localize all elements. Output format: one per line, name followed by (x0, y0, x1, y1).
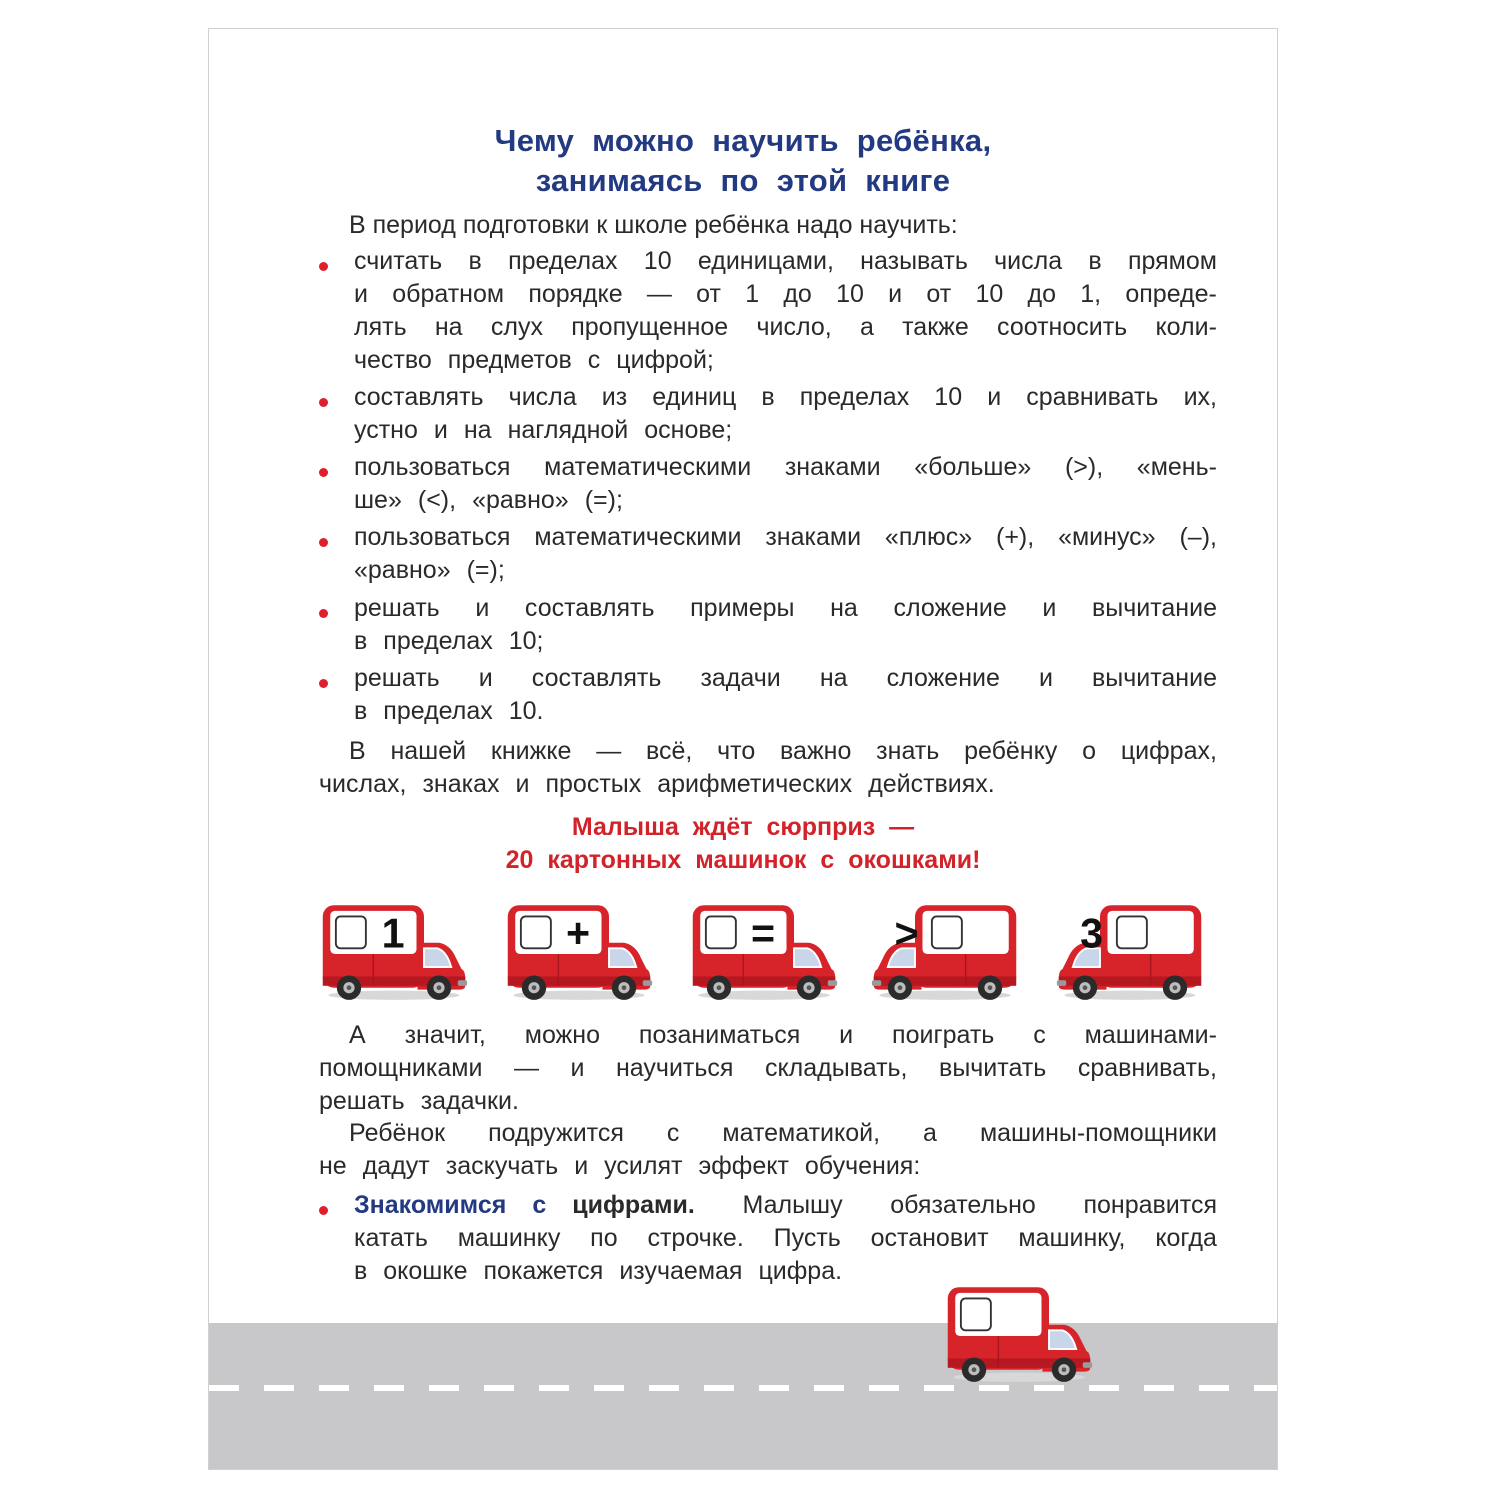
bullet-icon (319, 1206, 328, 1215)
page-title-line2: занимаясь по этой книге (535, 163, 951, 198)
bullet-icon (319, 679, 328, 688)
skill-item (354, 662, 1217, 728)
text-line: «равно» (=); (354, 556, 505, 584)
text-line: пользоваться математическими знаками «плюс» (+), «минус» (–), (354, 523, 1217, 551)
text-line: помощниками — и научиться складывать, вычитать сравнивать, (319, 1054, 1217, 1082)
road-marking (1144, 1385, 1174, 1391)
intro-text: В период подготовки к школе ребёнка надо научить: (349, 211, 958, 239)
summary-paragraph (319, 735, 1217, 801)
skill-item (354, 592, 1217, 658)
skill-item (354, 451, 1217, 517)
bullet-icon (319, 262, 328, 271)
road-marking (429, 1385, 459, 1391)
svg-text:1: 1 (381, 910, 405, 957)
road (209, 1323, 1277, 1470)
text-line: и обратном порядке — от 1 до 10 и от 10 до 1, опреде- (354, 280, 1217, 308)
road-marking (759, 1385, 789, 1391)
text-line: пользоваться математическими знаками «больше» (>), «мень- (354, 453, 1217, 481)
truck-card-2 (504, 901, 654, 1010)
paragraph-friends (319, 1117, 1217, 1183)
truck-card-3 (689, 901, 839, 1010)
truck-image (870, 901, 1020, 1005)
truck-image (319, 901, 469, 1005)
text-line: Знакомимся с цифрами. Малышу обязательно понравится (354, 1189, 1217, 1222)
road-marking (484, 1385, 514, 1391)
text-line: не дадут заскучать и усилят эффект обучения: (319, 1152, 921, 1180)
truck-card-1 (319, 901, 469, 1010)
truck-card-5 (1055, 901, 1205, 1010)
road-marking (1199, 1385, 1229, 1391)
road-marking (869, 1385, 899, 1391)
text-line: в окошке покажется изучаемая цифра. (354, 1257, 843, 1285)
text-line: решать и составлять задачи на сложение и вычитание (354, 664, 1217, 692)
bullet-icon (319, 398, 328, 407)
text-line: А значит, можно позаниматься и поиграть с машинами- (349, 1021, 1217, 1049)
page-title-line1: Чему можно научить ребёнка, (494, 123, 992, 158)
text-line: лять на слух пропущенное число, а также соотносить коли- (354, 313, 1217, 341)
text-line: решать задачки. (319, 1087, 519, 1115)
bullet-icon (319, 538, 328, 547)
road-marking (594, 1385, 624, 1391)
road-marking (319, 1385, 349, 1391)
feature-title: Знакомимся с цифрами. (354, 1191, 695, 1219)
text-line: в пределах 10; (354, 627, 544, 655)
road-marking (649, 1385, 679, 1391)
svg-text:=: = (751, 910, 776, 957)
svg-text:+: + (566, 910, 591, 957)
skill-item (354, 381, 1217, 447)
text-line: Ребёнок подружится с математикой, а машины-помощники (349, 1119, 1217, 1147)
book-page (208, 28, 1278, 1470)
truck-image (1055, 901, 1205, 1005)
road-marking (704, 1385, 734, 1391)
text-line: считать в пределах 10 единицами, называть числа в прямом (354, 247, 1217, 275)
road-truck-image (944, 1283, 1094, 1392)
text-line: числах, знаках и простых арифметических действиях. (319, 770, 995, 798)
bullet-icon (319, 468, 328, 477)
svg-text:>: > (894, 910, 919, 957)
text-line: ше» (<), «равно» (=); (354, 486, 623, 514)
text-line: решать и составлять примеры на сложение и вычитание (354, 594, 1217, 622)
text-line: устно и на наглядной основе; (354, 416, 733, 444)
text-line: чество предметов с цифрой; (354, 346, 714, 374)
skill-item (354, 521, 1217, 587)
text-line: В нашей книжке — всё, что важно знать ребёнку о цифрах, (349, 737, 1217, 765)
surprise-line1: Малыша ждёт сюрприз — (571, 813, 915, 841)
text-line: в пределах 10. (354, 697, 544, 725)
surprise-line2: 20 картонных машинок с окошками! (505, 846, 981, 874)
truck-image (504, 901, 654, 1005)
bullet-icon (319, 609, 328, 618)
text-line: катать машинку по строчке. Пусть остановит машинку, когда (354, 1224, 1217, 1252)
svg-text:3: 3 (1080, 910, 1104, 957)
road-marking (209, 1385, 239, 1391)
feature-item (354, 1189, 1217, 1288)
text-line: составлять числа из единиц в пределах 10 и сравнивать их, (354, 383, 1217, 411)
road-marking (539, 1385, 569, 1391)
truck-card-4 (870, 901, 1020, 1010)
paragraph-play (319, 1019, 1217, 1118)
skill-item (354, 245, 1217, 377)
road-marking (814, 1385, 844, 1391)
road-marking (1254, 1385, 1278, 1391)
truck-image (689, 901, 839, 1005)
road-marking (264, 1385, 294, 1391)
road-marking (374, 1385, 404, 1391)
